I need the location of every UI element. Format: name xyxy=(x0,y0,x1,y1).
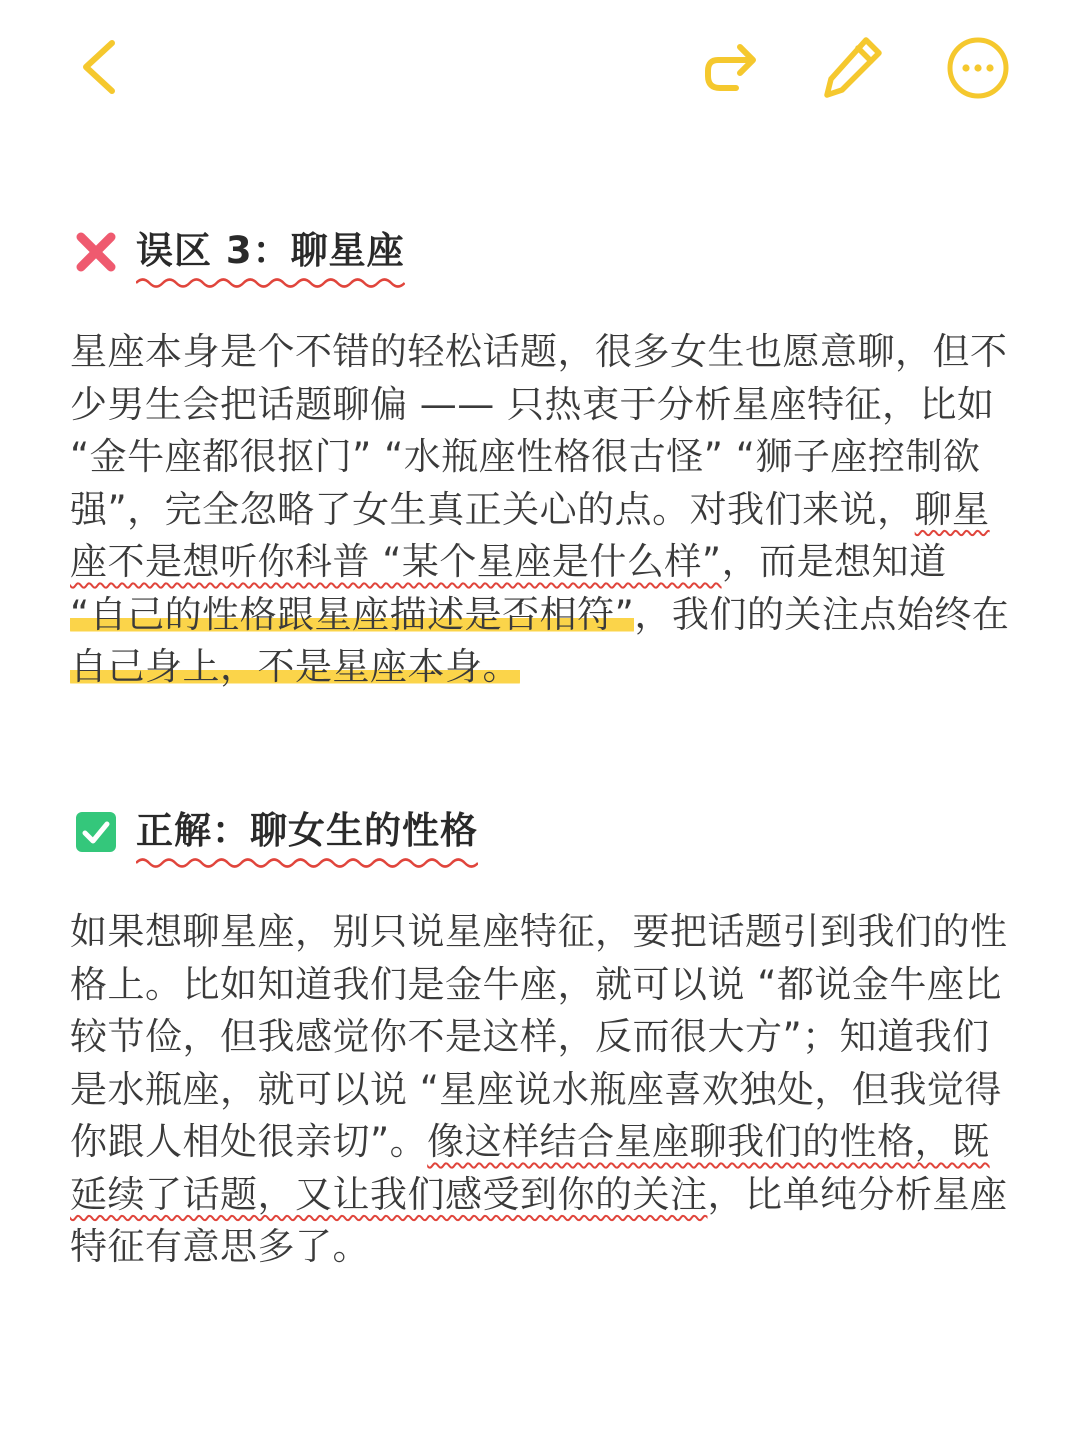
wavy-underline xyxy=(136,856,478,870)
section1-title: 误区 3：聊星座 xyxy=(136,229,405,272)
section2-text: 如果想聊星座，别只说星座特征，要把话题引到我们的性格上。比如知道我们是金牛座，就可以说 “都说金牛座比较节俭，但我感觉你不是这样，反而很大方”；知道我们是水瓶座，就可以说 “星座说水瓶座喜欢独处，但我觉得你跟人相处很亲切”。 xyxy=(70,910,1008,1163)
back-button[interactable] xyxy=(76,38,120,96)
section1-paragraph xyxy=(70,326,1015,694)
redo-arrow-icon xyxy=(702,40,760,94)
wavy-underline xyxy=(136,276,405,290)
highlighted-text: “自己的性格跟星座描述是否相符” xyxy=(70,592,635,636)
more-button[interactable] xyxy=(946,36,1010,100)
top-toolbar xyxy=(0,0,1080,140)
section2-text-end: ，比单纯分析星座特征有意思多了。 xyxy=(70,1172,1008,1268)
highlighted-text-end: 自己身上，不是星座本身。 xyxy=(70,645,520,688)
section1-text-mid: ，而是想知道 xyxy=(721,540,947,583)
more-circle-icon xyxy=(946,36,1010,100)
edit-button[interactable] xyxy=(822,34,884,100)
cross-mark-icon xyxy=(74,230,118,274)
section2-title: 正解：聊女生的性格 xyxy=(136,809,478,852)
section1-heading xyxy=(74,220,405,284)
wavy-underlined-text: 像这样结合星座聊我们的性格，既延续了话题，又让我们感受到你的关注 xyxy=(70,1120,990,1216)
chevron-left-icon xyxy=(76,38,120,96)
section2-paragraph xyxy=(70,906,1015,1274)
section1-text: 星座本身是个不错的轻松话题，很多女生也愿意聊，但不少男生会把话题聊偏 —— 只热衷于分析星座特征，比如 “金牛座都很抠门” “水瓶座性格很古怪” “狮子座控制欲强”，完全忽略了女生真正关心的点。对我们来说， xyxy=(70,330,1008,531)
pencil-icon xyxy=(822,34,884,100)
share-button[interactable] xyxy=(702,40,760,94)
section2-heading xyxy=(74,800,478,864)
section1-text-mid2: ，我们的关注点始终在 xyxy=(634,592,1010,636)
wavy-underlined-text: 聊星座不是想听你科普 “某个星座是什么样” xyxy=(70,487,990,583)
check-mark-icon xyxy=(74,810,118,854)
